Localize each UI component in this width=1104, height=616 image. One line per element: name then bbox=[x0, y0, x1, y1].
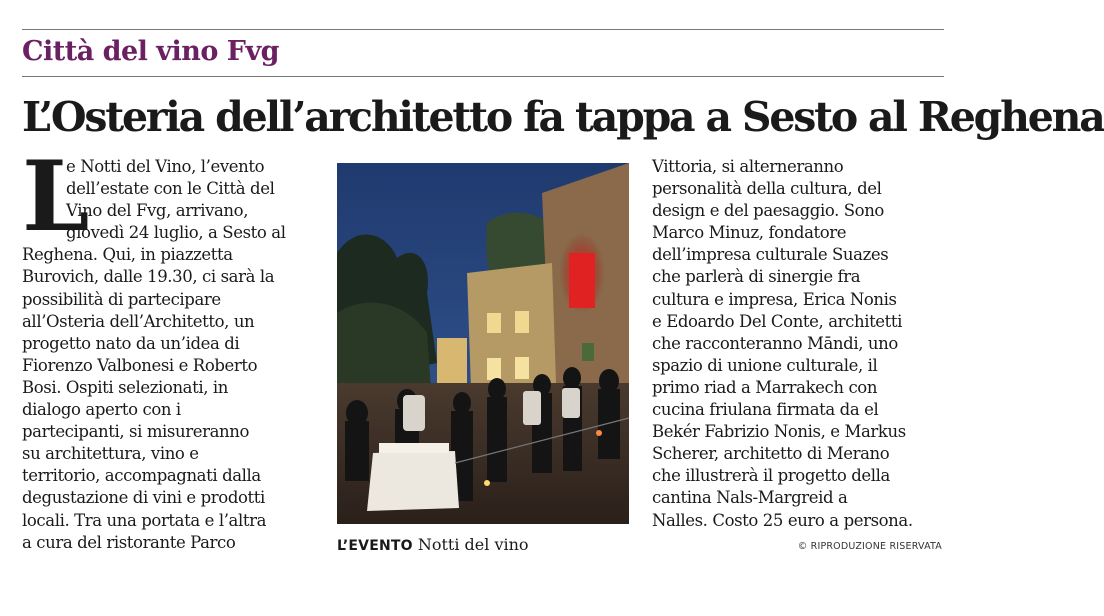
caption-label: L’EVENTO bbox=[337, 538, 413, 554]
text-line: all’Osteria dell’Architetto, un bbox=[22, 311, 255, 331]
text-line: dell’impresa culturale Suazes bbox=[652, 245, 889, 265]
text-line: che parlerà di sinergie fra bbox=[652, 267, 861, 287]
text-line: Nalles. Costo 25 euro a persona. bbox=[652, 510, 913, 530]
copyright-notice: © RIPRODUZIONE RISERVATA bbox=[797, 541, 942, 552]
text-line: cantina Nals-Margreid a bbox=[652, 488, 848, 508]
text-line: Marco Minuz, fondatore bbox=[652, 223, 847, 243]
section-title: Città del vino Fvg bbox=[22, 36, 280, 67]
text-line: Scherer, architetto di Merano bbox=[652, 444, 890, 464]
text-line: primo riad a Marrakech con bbox=[652, 377, 878, 397]
text-line: Vino del Fvg, arrivano, bbox=[66, 201, 249, 221]
text-line: giovedì 24 luglio, a Sesto al bbox=[66, 223, 286, 243]
text-line: design e del paesaggio. Sono bbox=[652, 201, 884, 221]
text-line: dialogo aperto con i bbox=[22, 400, 181, 420]
text-line: Vittoria, si alterneranno bbox=[652, 157, 844, 176]
text-line: progetto nato da un’idea di bbox=[22, 333, 240, 353]
caption-text: Notti del vino bbox=[417, 535, 529, 554]
text-line: degustazione di vini e prodotti bbox=[22, 488, 265, 508]
text-line: partecipanti, si misureranno bbox=[22, 422, 249, 442]
section-rule bbox=[22, 76, 944, 77]
text-line: personalità della cultura, del bbox=[652, 179, 882, 199]
text-line: e Edoardo Del Conte, architetti bbox=[652, 311, 903, 331]
text-line: spazio di unione culturale, il bbox=[652, 355, 878, 375]
text-line: che illustrerà il progetto della bbox=[652, 466, 890, 486]
text-line: cucina friulana firmata da el bbox=[652, 400, 879, 420]
text-line: cultura e impresa, Erica Nonis bbox=[652, 289, 897, 309]
text-line: territorio, accompagnati dalla bbox=[22, 466, 261, 486]
article-column-1 bbox=[22, 140, 322, 554]
headline: L’Osteria dell’architetto fa tappa a Sesto al Reghena bbox=[22, 93, 1104, 141]
text-line: su architettura, vino e bbox=[22, 444, 199, 464]
text-line: locali. Tra una portata e l’altra bbox=[22, 510, 267, 530]
text-line: a cura del ristorante Parco bbox=[22, 532, 236, 552]
text-line: Bekér Fabrizio Nonis, e Markus bbox=[652, 422, 906, 442]
text-line: dell’estate con le Città del bbox=[66, 179, 275, 199]
text-line: Bosi. Ospiti selezionati, in bbox=[22, 377, 229, 397]
text-line: possibilità di partecipare bbox=[22, 289, 221, 309]
top-rule bbox=[22, 29, 944, 30]
drop-cap: L bbox=[22, 140, 90, 253]
photo-caption bbox=[337, 535, 529, 554]
event-photo bbox=[337, 163, 629, 524]
article-column-3 bbox=[652, 156, 952, 532]
text-line: che racconteranno Māndi, uno bbox=[652, 333, 898, 353]
text-line: Burovich, dalle 19.30, ci sarà la bbox=[22, 267, 275, 287]
text-line: e Notti del Vino, l’evento bbox=[66, 157, 265, 176]
text-line: Fiorenzo Valbonesi e Roberto bbox=[22, 355, 258, 375]
text-line: Reghena. Qui, in piazzetta bbox=[22, 245, 233, 265]
